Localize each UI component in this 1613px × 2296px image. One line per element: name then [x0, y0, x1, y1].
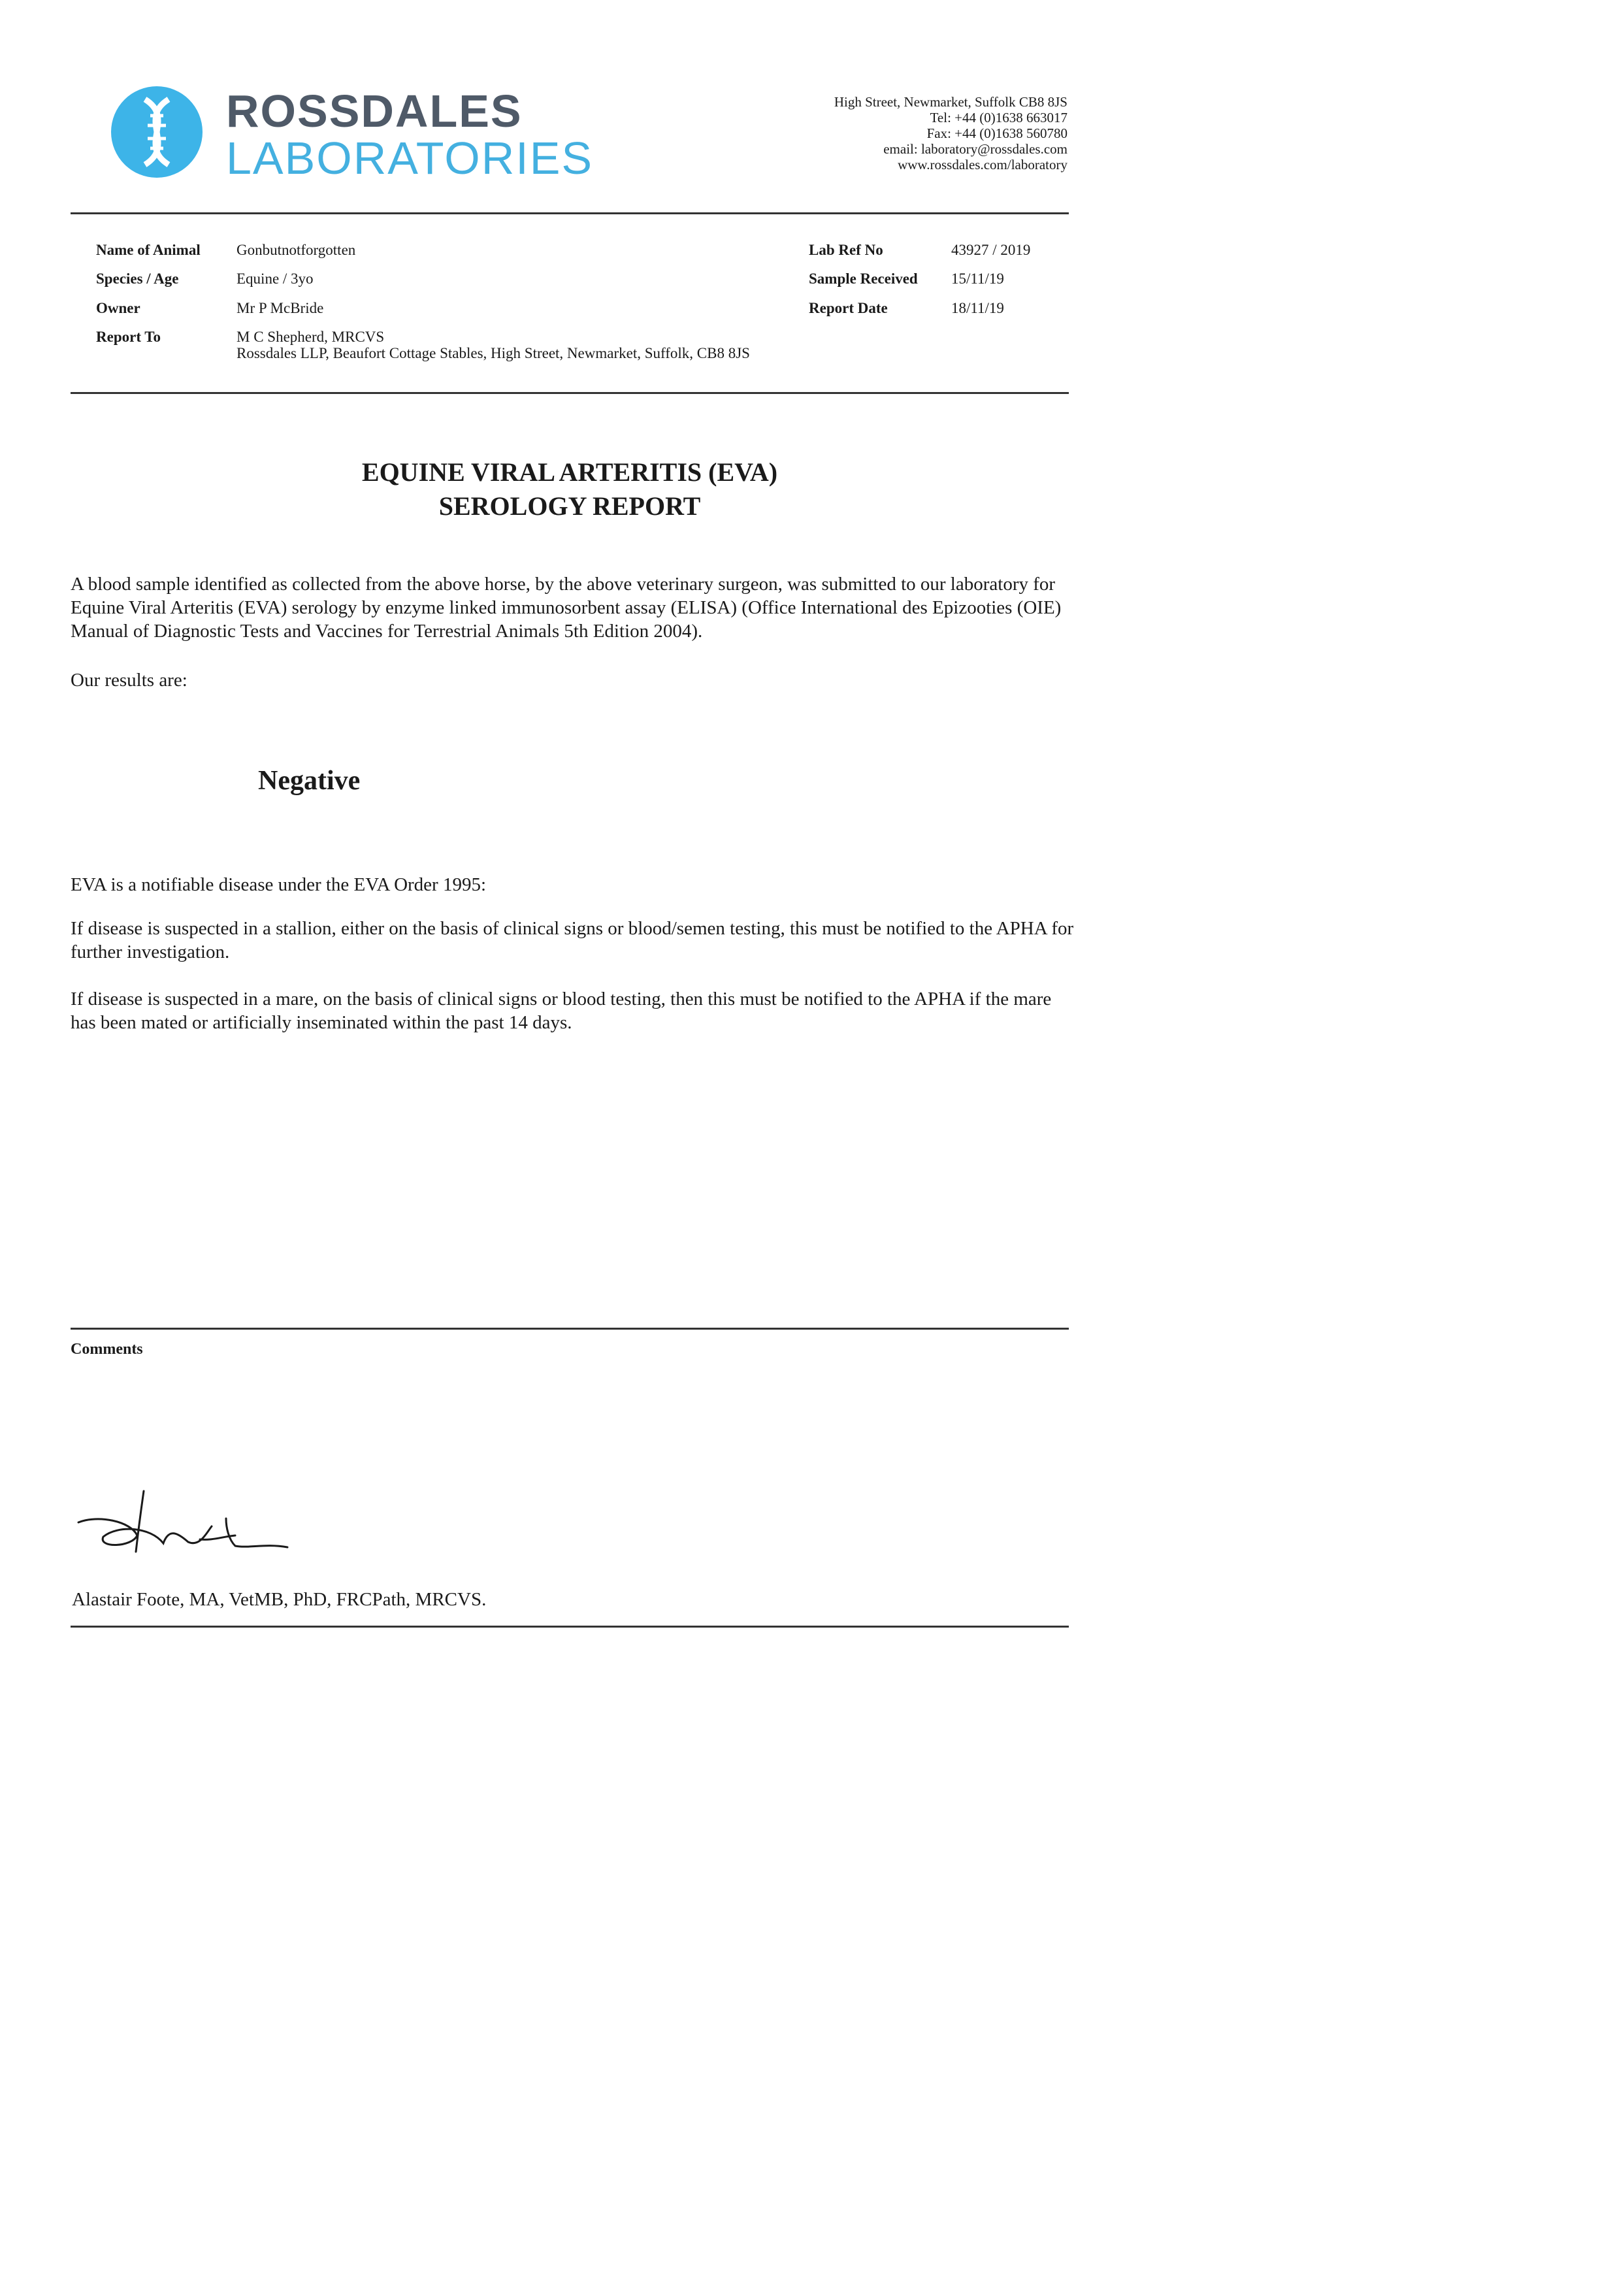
address-line: www.rossdales.com/laboratory [898, 157, 1067, 172]
intro-paragraph [71, 572, 1077, 643]
report-title: EQUINE VIRAL ARTERITIS (EVA) [361, 457, 778, 487]
species-age-value: Equine / 3yo [236, 271, 314, 287]
info-divider [71, 392, 1069, 394]
lab-ref-label: Lab Ref No [809, 242, 883, 258]
report-date-label: Report Date [809, 300, 888, 316]
report-date-value: 18/11/19 [951, 300, 1004, 316]
brand-name: ROSSDALES [226, 86, 523, 137]
animal-name-value: Gonbutnotforgotten [236, 242, 356, 258]
lab-address [834, 94, 1067, 172]
comments-divider [71, 1328, 1069, 1330]
sample-received-value: 15/11/19 [951, 271, 1004, 287]
header-divider [71, 212, 1069, 214]
address-line: High Street, Newmarket, Suffolk CB8 8JS [834, 94, 1067, 110]
address-line: email: laboratory@rossdales.com [883, 141, 1067, 157]
result-value: Negative [258, 766, 361, 796]
comments-label: Comments [71, 1341, 143, 1358]
report-subtitle: SEROLOGY REPORT [438, 491, 701, 521]
lab-ref-value: 43927 / 2019 [951, 242, 1031, 258]
dna-helix-icon [111, 86, 203, 178]
report-to-label: Report To [96, 329, 161, 345]
signature [72, 1483, 346, 1568]
signer-name: Alastair Foote, MA, VetMB, PhD, FRCPath, MRCVS. [72, 1589, 487, 1610]
species-age-label: Species / Age [96, 271, 179, 287]
report-to-vet: M C Shepherd, MRCVS [236, 329, 385, 345]
report-to-address: Rossdales LLP, Beaufort Cottage Stables, High Street, Newmarket, Suffolk, CB8 8JS [236, 345, 750, 361]
mare-note: If disease is suspected in a mare, on the basis of clinical signs or blood testing, then this must be notified to the APHA if the mare has been mated or artificially inseminated within the past 14 days. [71, 989, 1052, 1033]
animal-name-label: Name of Animal [96, 242, 201, 258]
footer-divider [71, 1626, 1069, 1628]
sample-received-label: Sample Received [809, 271, 918, 287]
notifiable-text: EVA is a notifiable disease under the EVA Order 1995: [71, 874, 487, 895]
owner-label: Owner [96, 300, 140, 316]
intro-text: A blood sample identified as collected from the above horse, by the above veterinary surgeon, was submitted to our laboratory for Equine Viral Arteritis (EVA) serology by enzyme linked immunosorbent assay (ELISA) (Office International des Epizooties (OIE) Manual of Diagnostic Tests and Vaccines for Terrestrial Animals 5th Edition 2004). [71, 574, 1062, 642]
brand-subtitle: LABORATORIES [226, 133, 594, 184]
results-lead: Our results are: [71, 670, 187, 691]
address-line: Tel: +44 (0)1638 663017 [930, 110, 1067, 125]
stallion-note: If disease is suspected in a stallion, either on the basis of clinical signs or blood/semen testing, this must be notified to the APHA for further investigation. [71, 918, 1074, 962]
address-line: Fax: +44 (0)1638 560780 [926, 125, 1067, 141]
owner-value: Mr P McBride [236, 300, 324, 316]
